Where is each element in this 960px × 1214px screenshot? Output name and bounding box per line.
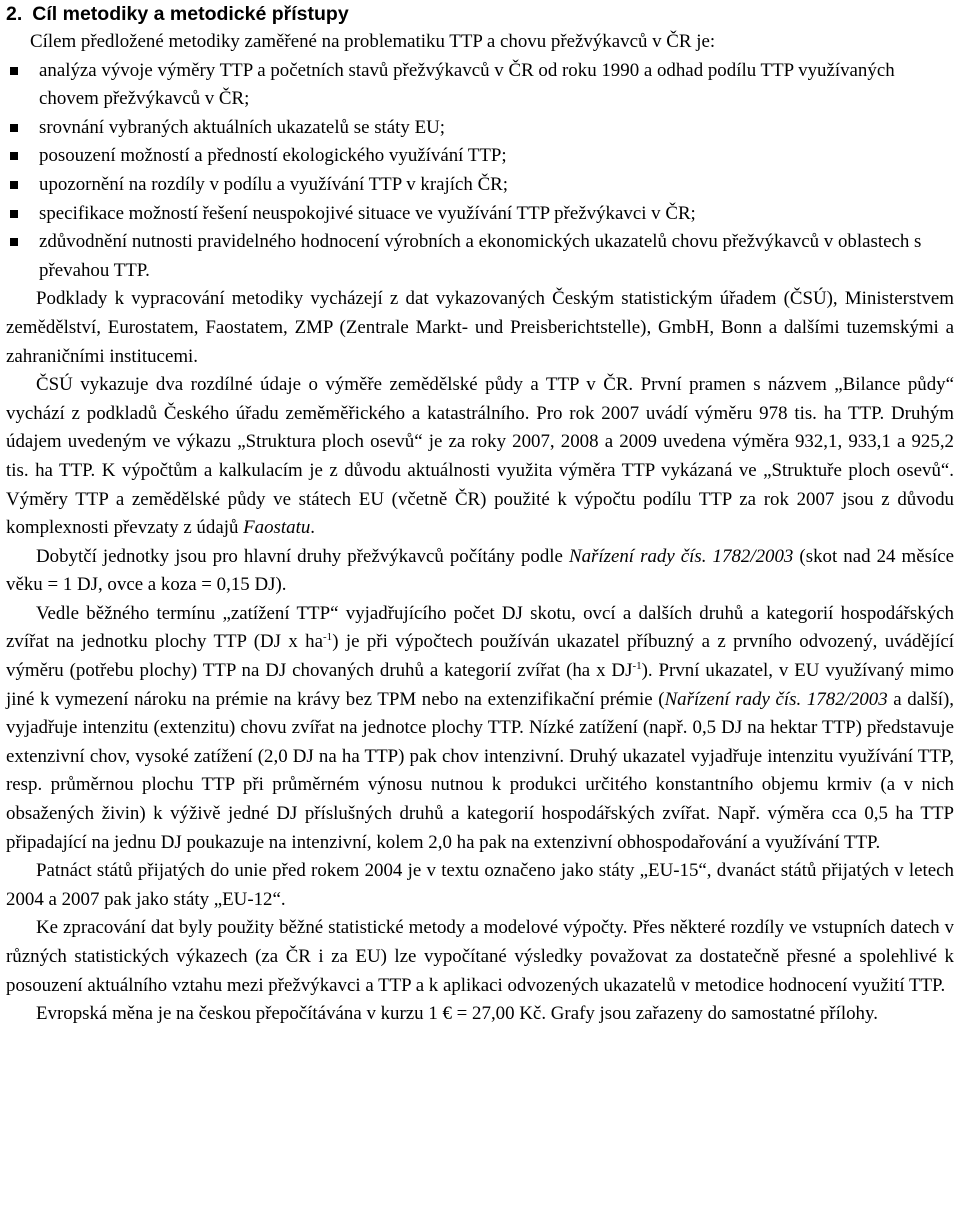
superscript: -1 — [323, 631, 333, 644]
paragraph-methods: Ke zpracování dat byly použity běžné statistické metody a modelové výpočty. Přes některé rozdíly ve vstupních datech v různých statistických výkazech (za ČR i za EU) lze vypočítané výsledky považovat za dostatečně přesné a spolehlivé k posouzení aktuálního vztahu mezi přežvýkavci a TTP a k aplikaci odvozených ukazatelů v metodice hodnocení využití TTP. — [6, 917, 954, 996]
paragraph-text: Dobytčí jednotky jsou pro hlavní druhy přežvýkavců počítány podle — [36, 545, 569, 567]
paragraph-stocking-rate — [6, 600, 954, 857]
list-item — [6, 114, 954, 143]
list-item — [6, 200, 954, 229]
list-item-text: posouzení možností a předností ekologického využívání TTP; — [39, 145, 507, 167]
intro-paragraph: Cílem předložené metodiky zaměřené na problematiku TTP a chovu přežvýkavců v ČR je: — [30, 31, 716, 52]
italic-regulation: Nařízení rady čís. 1782/2003 — [568, 545, 794, 567]
square-bullet-icon — [10, 210, 18, 218]
list-item-text: zdůvodnění nutnosti pravidelného hodnocení výrobních a ekonomických ukazatelů chovu přežvýkavců v oblastech s převahou TTP. — [39, 231, 922, 281]
paragraph-text: . — [310, 517, 316, 539]
paragraph-text: (skot nad 24 měsíce věku = 1 DJ, ovce a koza = 0,15 DJ). — [6, 545, 954, 596]
list-item — [6, 228, 954, 285]
list-item — [6, 57, 954, 114]
section-number: 2. — [6, 3, 23, 25]
paragraph-text: a další), vyjadřuje intenzitu (extenzitu) chovu zvířat na jednotce plochy TTP. Nízké zatížení (např. 0,5 DJ na hektar TTP) představuje extenzivní chov, vysoké zatížení (2,0 DJ na ha TTP) pak chov intenzivní. Druhý ukazatel vyjadřuje intenzitu využívání TTP, resp. průměrnou plochu TTP při průměrném výnosu nutnou k produkci určitého konstantního objemu krmiv (a v nich obsažených živin) k výživě jedné DJ příslušných druhů a kategorií hospodářských zvířat. Např. výměra cca 0,5 ha TTP připadající na jednu DJ poukazuje na intenzivní, kolem 2,0 ha pak na extenzivní obhospodařování a využívání TTP. — [6, 688, 955, 853]
list-item — [6, 171, 954, 200]
paragraph-eu-states: Patnáct států přijatých do unie před rokem 2004 je v textu označeno jako státy „EU-15“, dvanáct států přijatých v letech 2004 a 2007 pak jako státy „EU-12“. — [6, 860, 954, 910]
paragraph-sources: Podklady k vypracování metodiky vycházejí z dat vykazovaných Českým statistickým úřadem (ČSÚ), Ministerstvem zemědělství, Eurostatem, Faostatem, ZMP (Zentrale Markt- und Preisberichtstelle), GmbH, Bonn a dalšími tuzemskými a zahraničními institucemi. — [6, 288, 954, 367]
square-bullet-icon — [10, 181, 18, 189]
square-bullet-icon — [10, 67, 18, 75]
paragraph-text: Vedle běžného termínu „zatížení TTP“ vyjadřujícího počet DJ skotu, ovcí a dalších druhů a kategorií hospodářských zvířat na jednotku plochy TTP (DJ x ha — [6, 602, 954, 653]
superscript: -1 — [632, 660, 642, 673]
list-item-text: specifikace možností řešení neuspokojivé situace ve využívání TTP přežvýkavci v ČR; — [39, 202, 696, 224]
square-bullet-icon — [10, 152, 18, 160]
paragraph-area-data — [6, 371, 954, 543]
list-item-text: srovnání vybraných aktuálních ukazatelů se státy EU; — [39, 116, 446, 138]
italic-regulation: Nařízení rady čís. 1782/2003 — [664, 688, 888, 710]
section-title: Cíl metodiky a metodické přístupy — [32, 3, 349, 25]
list-item-text: upozornění na rozdíly v podílu a využívání TTP v krajích ČR; — [39, 173, 509, 195]
list-item — [6, 142, 954, 171]
square-bullet-icon — [10, 124, 18, 132]
paragraph-livestock-units — [6, 543, 954, 600]
square-bullet-icon — [10, 238, 18, 246]
list-item-text: analýza vývoje výměry TTP a početních stavů přežvýkavců v ČR od roku 1990 a odhad podílu TTP využívaných chovem přežvýkavců v ČR; — [39, 59, 895, 110]
paragraph-text: ). První ukazatel, v EU využívaný mimo jiné k vymezení nároku na prémie na krávy bez TPM nebo na extenzifikační prémie ( — [6, 660, 954, 710]
paragraph-currency: Evropská měna je na českou přepočítávána v kurzu 1 € = 27,00 Kč. Grafy jsou zařazeny do samostatné přílohy. — [36, 1003, 878, 1025]
goals-list — [6, 57, 954, 286]
paragraph-text: ČSÚ vykazuje dva rozdílné údaje o výměře zemědělské půdy a TTP v ČR. První pramen s názvem „Bilance půdy“ vychází z podkladů Českého úřadu zeměměřického a katastrálního. Pro rok 2007 uvádí výměru 978 tis. ha TTP. Druhým údajem uvedeným ve výkazu „Struktura ploch osevů“ je za roky 2007, 2008 a 2009 uvedena výměra 932,1, 933,1 a 925,2 tis. ha TTP. K výpočtům a kalkulacím je z důvodu aktuálnosti využita výměra TTP vykázaná ve „Struktuře ploch osevů“. Výměry TTP a zemědělské půdy ve státech EU (včetně ČR) použité k výpočtu podílu TTP za rok 2007 jsou z důvodu komplexnosti převzaty z údajů — [6, 374, 954, 539]
italic-source: Faostatu — [243, 517, 311, 539]
paragraph-text: ) je při výpočtech používán ukazatel příbuzný a z prvního odvozený, uvádějící výměru (potřebu plochy) TTP na DJ chovaných druhů a kategorií zvířat (ha x DJ — [6, 631, 954, 682]
section-heading — [6, 0, 954, 28]
